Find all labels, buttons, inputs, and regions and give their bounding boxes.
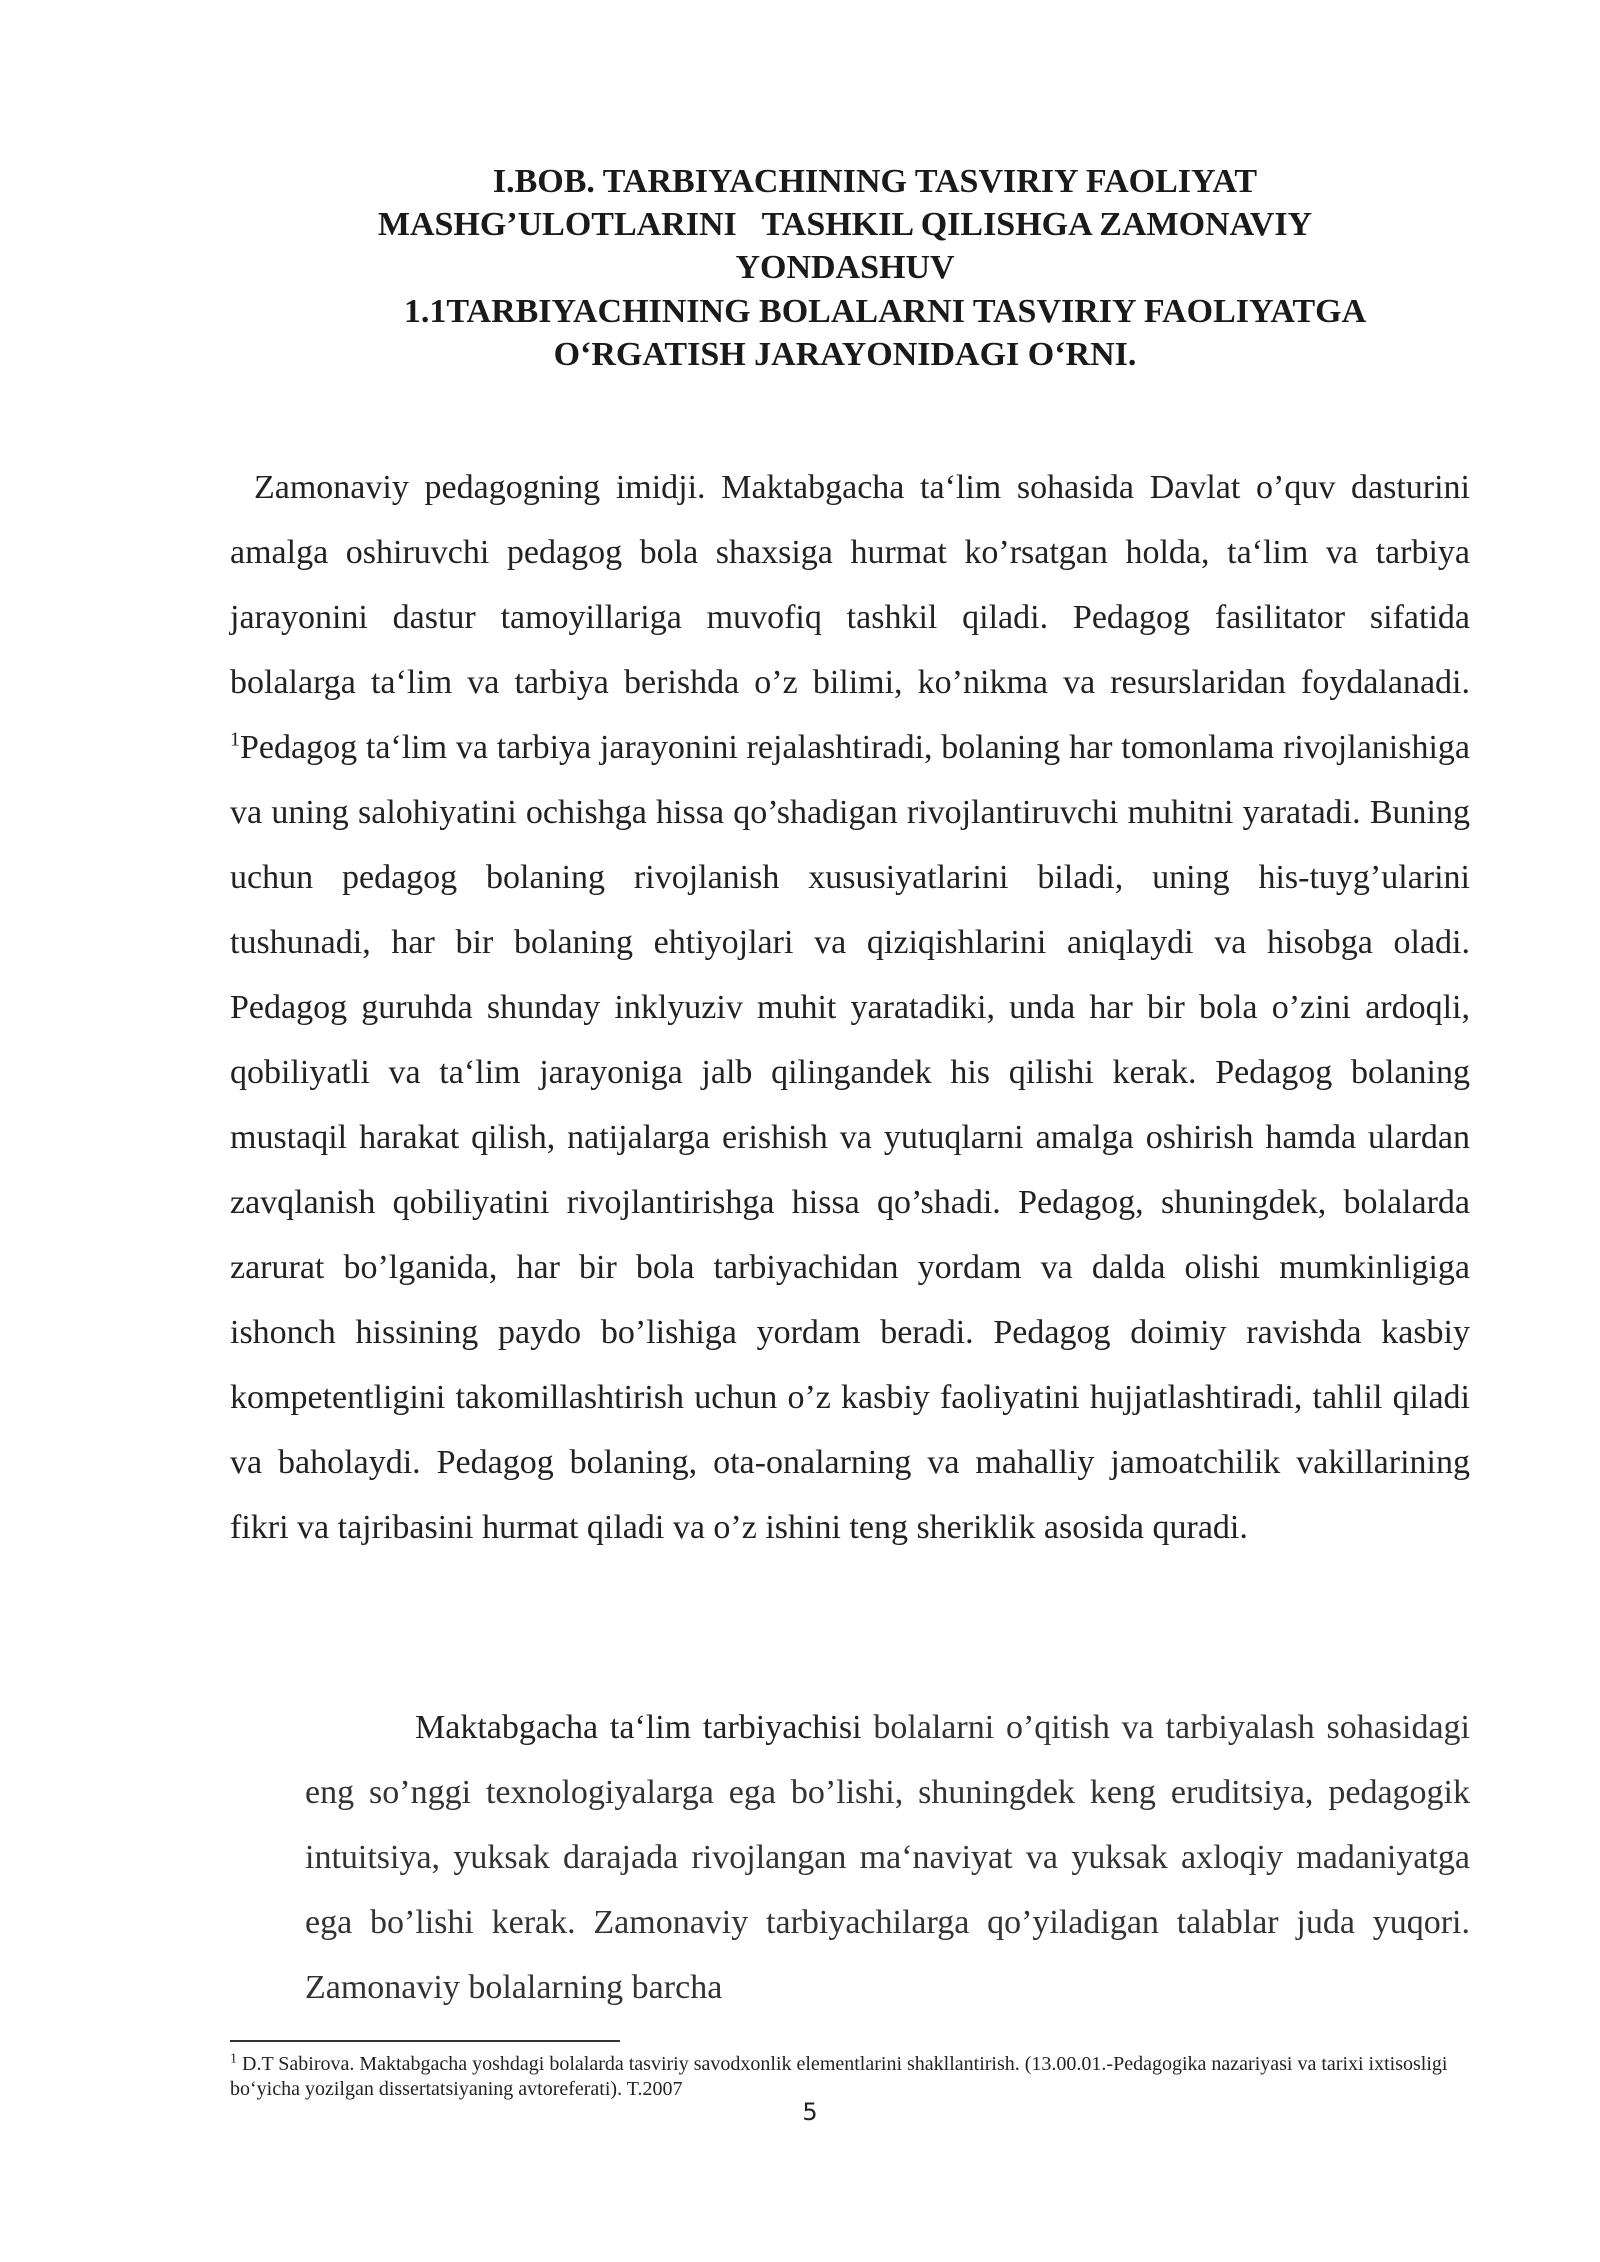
section-heading (220, 290, 1470, 376)
footnote-number: 1 (230, 2051, 237, 2067)
page-number: 5 (802, 2098, 818, 2126)
chapter-heading-line-3: YONDASHUV (735, 249, 955, 286)
paragraph-1-text-b: Pedagog ta‘lim va tarbiya jarayonini rejalashtiradi, bolaning har tomonlama rivojlanishiga va uning salohiyatini ochishga hissa qo’shadigan rivojlantiruvchi muhitni yaratadi. Buning uchun pedagog bolaning rivojlanish xususiyatlarini biladi, uning his-tuyg’ularini tushunadi, har bir bolaning ehtiyojlari va qiziqishlarini aniqlaydi va hisobga oladi. Pedagog guruhda shunday inklyuziv muhit yaratadiki, unda har bir bola o’zini ardoqli, qobiliyatli va ta‘lim jarayoniga jalb qilingandek his qilishi kerak. Pedagog bolaning mustaqil harakat qilish, natijalarga erishish va yutuqlarni amalga oshirish hamda ulardan zavqlanish qobiliyatini rivojlantirishga hissa qo’shadi. Pedagog, shuningdek, bolalarda zarurat bo’lganida, har bir bola tarbiyachidan yordam va dalda olishi mumkinligiga ishonch hissining paydo bo’lishiga yordam beradi. Pedagog doimiy ravishda kasbiy kompetentligini takomillashtirish uchun o’z kasbiy faoliyatini hujjatlashtiradi, tahlil qiladi va baholaydi. Pedagog bolaning, ota-onalarning va mahalliy jamoatchilik vakillarining fikri va tajribasini hurmat qiladi va o’z ishini teng sheriklik asosida quradi. (230, 729, 1470, 1546)
footnote (230, 2052, 1470, 2102)
footnote-reference[interactable]: 1 (230, 728, 240, 751)
footnote-separator (230, 2040, 620, 2042)
chapter-heading-line-2: MASHG’ULOTLARINI TASHKIL QILISHGA ZAMONAVIY (377, 206, 1313, 243)
paragraph-1-text-a: Zamonaviy pedagogning imidji. Maktabgacha ta‘lim sohasida Davlat o’quv dasturini amalga oshiruvchi pedagog bola shaxsiga hurmat ko’rsatgan holda, ta‘lim va tarbiya jarayonini dastur tamoyillariga muvofiq tashkil qiladi. Pedagog fasilitator sifatida bolalarga ta‘lim va tarbiya berishda o’z bilimi, ko’nikma va resurslaridan foydalanadi. (230, 469, 1470, 701)
body-paragraph-2 (305, 1695, 1470, 2020)
section-heading-line-2: O‘RGATISH JARAYONIDAGI O‘RNI. (553, 336, 1137, 373)
body-paragraph-1 (230, 455, 1470, 1560)
section-heading-line-1: 1.1TARBIYACHINING BOLALARNI TASVIRIY FAOLIYATGA (403, 293, 1367, 330)
paragraph-2-lead: Maktabgacha ta‘lim tarbiyachisi (415, 1709, 862, 1746)
chapter-heading-line-1: I.BOB. TARBIYACHINING TASVIRIY FAOLIYAT (492, 163, 1258, 200)
chapter-heading (220, 160, 1470, 289)
footnote-text: D.T Sabirova. Maktabgacha yoshdagi bolalarda tasviriy savodxonlik elementlarini shakllantirish. (13.00.01.-Pedagogika nazariyasi va tarixi ixtisosligi bo‘yicha yozilgan dissertatsiyaning avtoreferati). T.2007 (230, 2053, 1448, 2100)
paragraph-2-text: bolalarni o’qitish va tarbiyalash sohasidagi eng so’nggi texnologiyalarga ega bo’lishi, shuningdek keng eruditsiya, pedagogik intuitsiya, yuksak darajada rivojlangan ma‘naviyat va yuksak axloqiy madaniyatga ega bo’lishi kerak. Zamonaviy tarbiyachilarga qo’yiladigan talablar juda yuqori. Zamonaviy bolalarning barcha (305, 1709, 1470, 2006)
